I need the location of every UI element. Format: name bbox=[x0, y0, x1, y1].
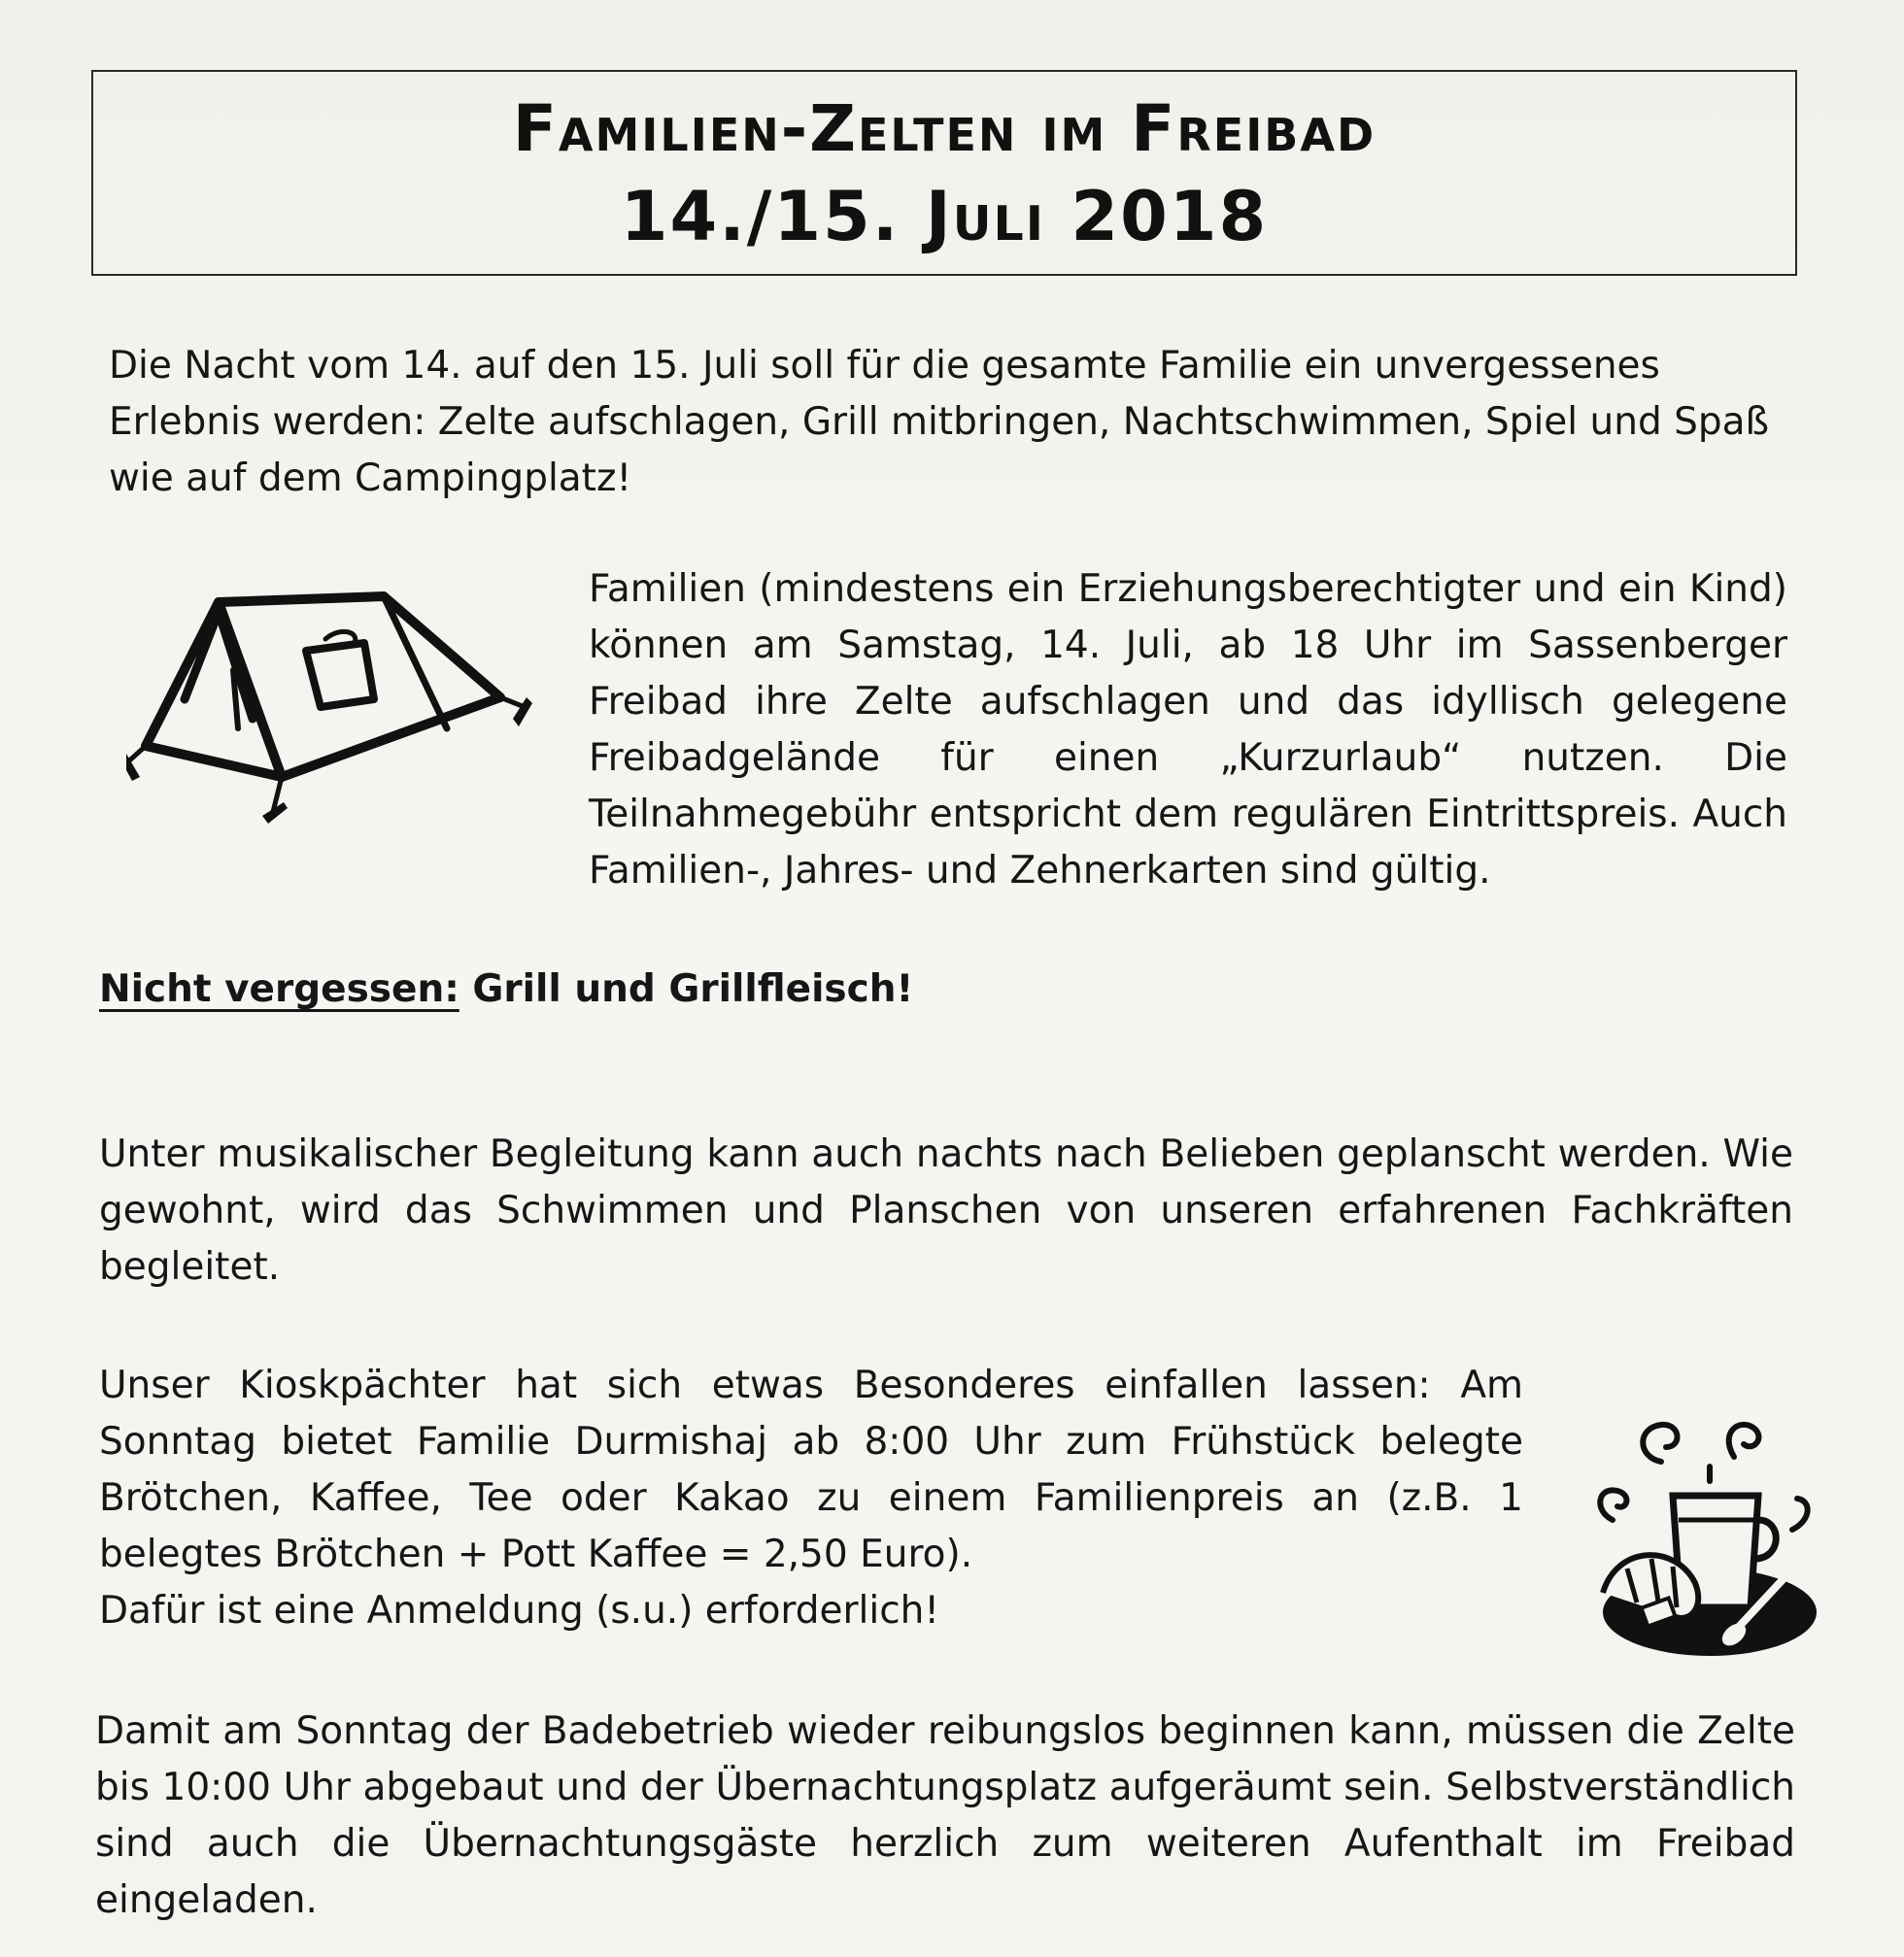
title-box bbox=[91, 70, 1797, 276]
page-title: Familien-Zelten im Freibad bbox=[512, 91, 1377, 166]
reminder-label: Nicht vergessen: bbox=[99, 967, 459, 1011]
kiosk-note: Dafür ist eine Anmeldung (s.u.) erforderlich! bbox=[99, 1589, 940, 1633]
tent-icon bbox=[126, 583, 534, 855]
closing-paragraph: Damit am Sonntag der Badebetrieb wieder reibungslos beginnen kann, müssen die Zelte bis 10:00 Uhr abgebaut und der Übernachtungsplatz aufgeräumt sein. Selbstverständlich sind auch die Übernachtungsgäste herzlich zum weiteren Aufenthalt im Freibad eingeladen. bbox=[95, 1709, 1795, 1922]
kiosk-paragraph bbox=[99, 1358, 1523, 1639]
event-date: 14./15. Juli 2018 bbox=[620, 177, 1269, 256]
coffee-croissant-icon bbox=[1583, 1413, 1826, 1661]
kiosk-text: Unser Kioskpächter hat sich etwas Besonderes einfallen lassen: Am Sonntag bietet Familie Durmishaj ab 8:00 Uhr zum Frühstück belegte Brötchen, Kaffee, Tee oder Kakao zu einem Familienpreis an (z.B. 1 belegtes Brötchen + Pott Kaffee = 2,50 Euro). bbox=[99, 1364, 1523, 1576]
reminder-text: Grill und Grillfleisch! bbox=[472, 967, 914, 1011]
intro-paragraph: Die Nacht vom 14. auf den 15. Juli soll für die gesamte Familie ein unvergessenes Erlebnis werden: Zelte aufschlagen, Grill mitbringen, Nachtschwimmen, Spiel und Spaß wie auf dem Campingplatz! bbox=[109, 344, 1770, 500]
music-paragraph: Unter musikalischer Begleitung kann auch nachts nach Belieben geplanscht werden. Wie gewohnt, wird das Schwimmen und Planschen von unseren erfahrenen Fachkräften begleitet. bbox=[99, 1132, 1793, 1289]
families-paragraph: Familien (mindestens ein Erziehungsberechtigter und ein Kind) können am Samstag, 14. Juli, ab 18 Uhr im Sassenberger Freibad ihre Zelte aufschlagen und das idyllisch gelegene Freibadgelände für einen „Kurzurlaub“ nutzen. Die Teilnahmegebühr entspricht dem regulären Eintrittspreis. Auch Familien-, Jahres- und Zehnerkarten sind gültig. bbox=[589, 567, 1787, 893]
reminder-line bbox=[99, 962, 1751, 1018]
